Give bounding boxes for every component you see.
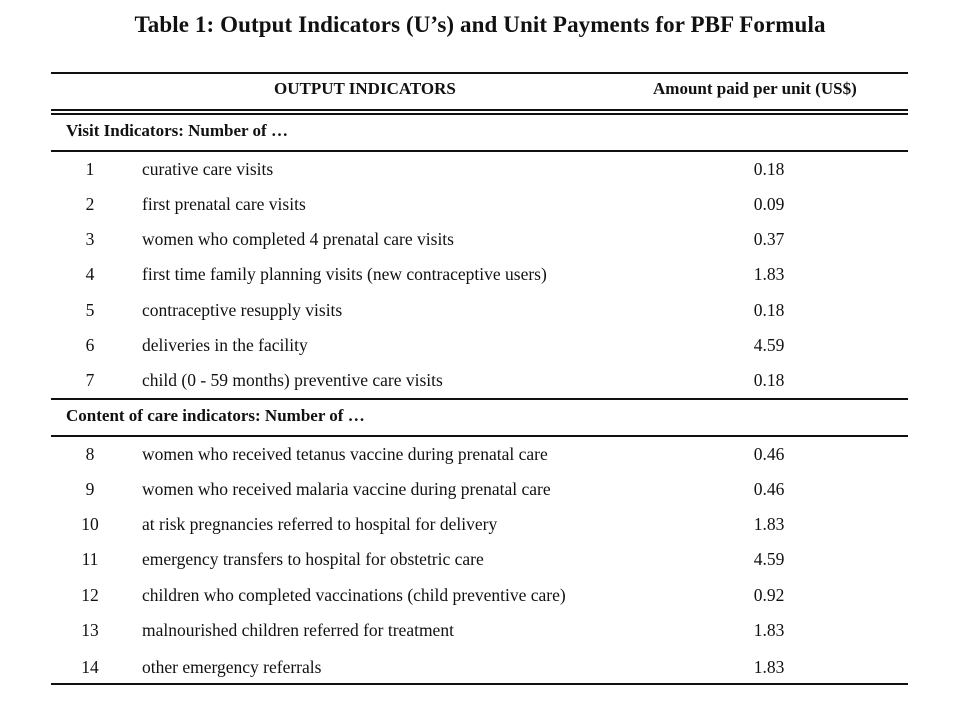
row-amount: 1.83: [753, 264, 785, 284]
row-description: first time family planning visits (new contraceptive users): [142, 264, 547, 284]
row-description: contraceptive resupply visits: [142, 300, 343, 320]
header-rule-lower: [51, 113, 908, 115]
table-row: [51, 650, 908, 685]
header-output-indicators: OUTPUT INDICATORS: [274, 79, 456, 98]
row-amount: 1.83: [753, 657, 785, 677]
table-row: [51, 542, 908, 577]
row-number: 11: [81, 549, 99, 569]
row-description: child (0 - 59 months) preventive care visits: [142, 370, 443, 390]
row-number: 3: [85, 229, 95, 249]
table-row: [51, 437, 908, 472]
section-label-content-of-care: Content of care indicators: Number of …: [66, 406, 365, 425]
bottom-rule: [51, 683, 908, 685]
table-row: [51, 578, 908, 613]
row-number: 12: [81, 585, 99, 605]
header-amount-per-unit: Amount paid per unit (US$): [653, 79, 857, 98]
row-description: at risk pregnancies referred to hospital for delivery: [142, 514, 498, 534]
row-number: 4: [85, 264, 95, 284]
row-amount: 4.59: [753, 335, 785, 355]
table-row: [51, 293, 908, 328]
header-rule-upper: [51, 109, 908, 111]
row-amount: 0.18: [753, 159, 785, 179]
row-number: 10: [81, 514, 99, 534]
table-row: [51, 613, 908, 648]
row-amount: 1.83: [753, 514, 785, 534]
row-amount: 0.09: [753, 194, 785, 214]
row-number: 14: [81, 657, 99, 677]
table-row: [51, 328, 908, 363]
row-amount: 0.92: [753, 585, 785, 605]
row-description: women who completed 4 prenatal care visits: [142, 229, 454, 249]
row-number: 5: [85, 300, 95, 320]
row-number: 8: [85, 444, 95, 464]
row-amount: 0.46: [753, 479, 785, 499]
row-description: curative care visits: [142, 159, 274, 179]
row-number: 1: [85, 159, 95, 179]
row-description: emergency transfers to hospital for obstetric care: [142, 549, 484, 569]
row-amount: 1.83: [753, 620, 785, 640]
row-amount: 0.18: [753, 300, 785, 320]
table-row: [51, 507, 908, 542]
row-amount: 0.18: [753, 370, 785, 390]
table-row: [51, 222, 908, 257]
row-number: 2: [85, 194, 95, 214]
table-row: [51, 257, 908, 292]
row-description: malnourished children referred for treatment: [142, 620, 454, 640]
row-number: 6: [85, 335, 95, 355]
table-row: [51, 152, 908, 187]
row-description: other emergency referrals: [142, 657, 322, 677]
row-description: deliveries in the facility: [142, 335, 308, 355]
row-number: 7: [85, 370, 95, 390]
row-number: 9: [85, 479, 95, 499]
table-row: [51, 472, 908, 507]
table-title: Table 1: Output Indicators (U’s) and Unit Payments for PBF Formula: [134, 12, 826, 37]
row-amount: 4.59: [753, 549, 785, 569]
section-label-visit-indicators: Visit Indicators: Number of …: [66, 121, 288, 140]
row-description: women who received tetanus vaccine during prenatal care: [142, 444, 548, 464]
row-number: 13: [81, 620, 99, 640]
row-amount: 0.46: [753, 444, 785, 464]
table-row: [51, 187, 908, 222]
row-description: women who received malaria vaccine during prenatal care: [142, 479, 551, 499]
row-amount: 0.37: [753, 229, 785, 249]
top-rule: [51, 72, 908, 74]
table-row: [51, 363, 908, 398]
section-2-top-rule: [51, 398, 908, 400]
row-description: children who completed vaccinations (child preventive care): [142, 585, 566, 605]
row-description: first prenatal care visits: [142, 194, 306, 214]
